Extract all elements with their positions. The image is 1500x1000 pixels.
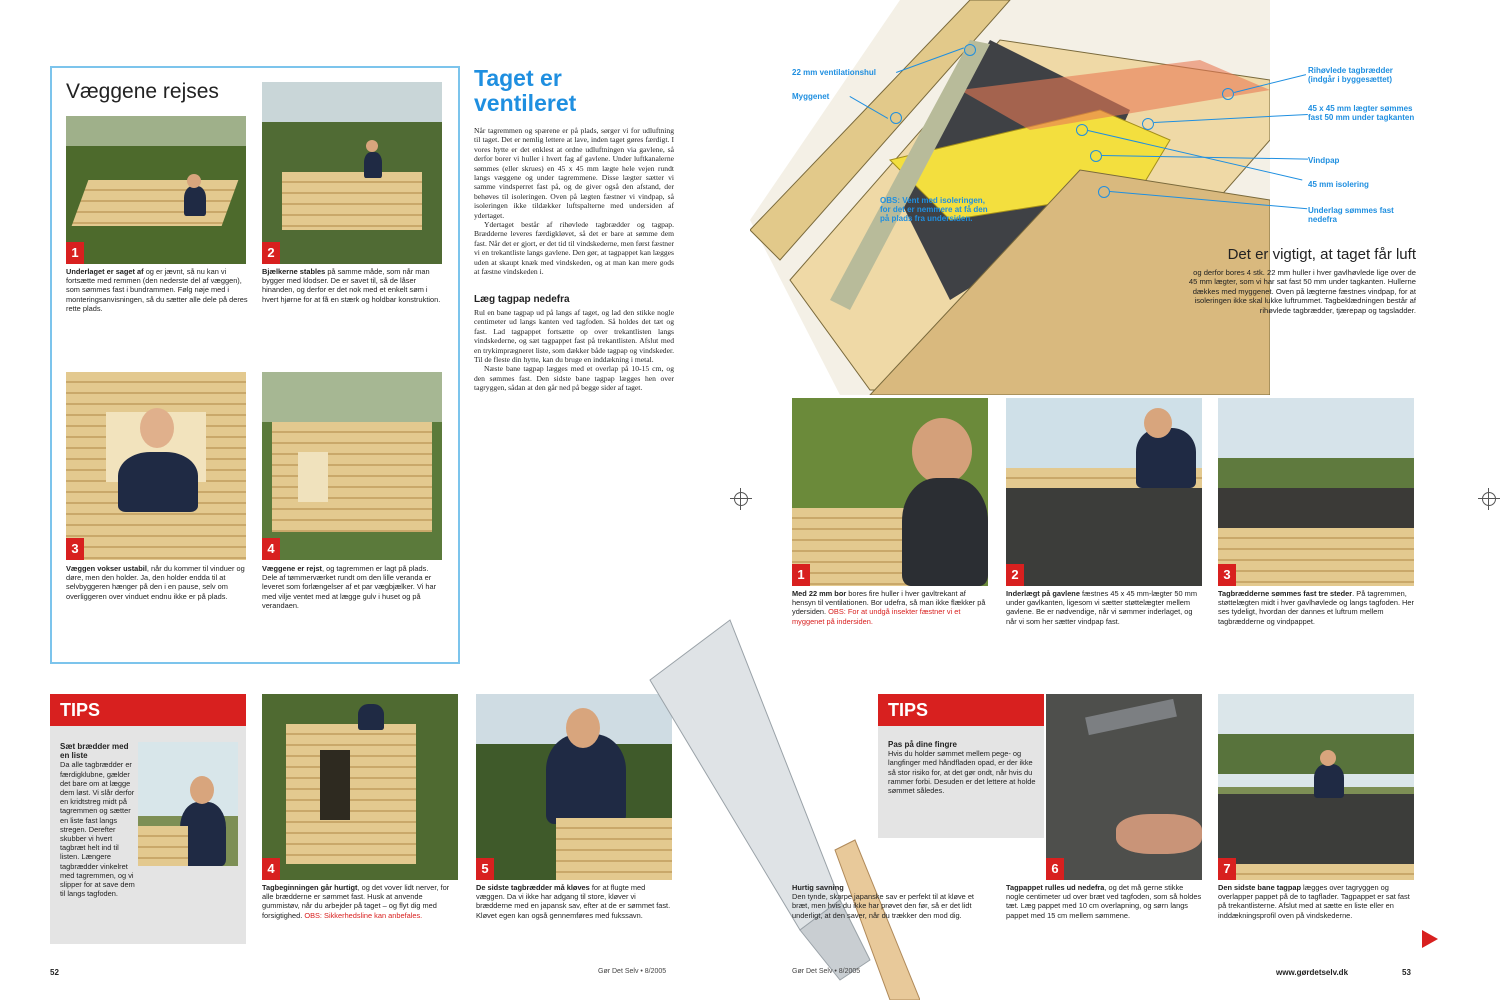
photo-stacking (262, 82, 442, 264)
callout-marker (1098, 186, 1110, 198)
step-number: 7 (1218, 858, 1236, 880)
caption-4: Væggene er rejst, og tagremmen er lagt på plads. Dele af tømmerværket rundt om den lille veranda er leveret som forlængelser af et par vægbjælker. Vi har med vilje ventet med at lægge gulv i huset og på verandaen. (262, 564, 437, 610)
article-subheading: Læg tagpap nedefra (474, 293, 570, 305)
callout-marker (964, 44, 976, 56)
step-number: 6 (1046, 858, 1064, 880)
right-caption-3: Tagbrædderne sømmes fast tre steder. På tagremmen, støttelægten midt i hver gavlhøvlede og langs tagfoden. Her ses tydeligt, hvordan der dannes et luftrum mellem tagbrædderne og vindpappet. (1218, 589, 1414, 626)
label-insulation: 45 mm isolering (1308, 180, 1369, 189)
right-page (750, 0, 1500, 1000)
step-number: 1 (792, 564, 810, 586)
right-caption-6: Tagpappet rulles ud nedefra, og det må gerne stikke nogle centimeter ud over bræt ved tagfoden, som så holdes tæt. Læg pappet med 10 cm overlapning, og sørn langs pappet med 15 cm mellem sømmene. (1006, 883, 1202, 920)
tips-text: Sæt brædder med en liste Da alle tagbrædder er færdigklubne, gælder det bare om at lægge dem løst. Vi slår derfor en kridtstreg midt på tagremmen og sætter en liste fast langs stregen. Derefter skubber vi hvert tagbræt helt ind til listen. Længere tagbrædder vinkelret med tagremmen, og vi slipper for at save dem til langs tagfoden. (60, 742, 135, 899)
label-roof-boards: Rihøvlede tagbrædder (indgår i byggesættet) (1308, 66, 1393, 84)
right-caption-7: Den sidste bane tagpap lægges over tagryggen og overlapper pappet på de to tagflader. Tagpappet er sat fast på trekantlisterne. Afslut med at sætte en liste eller en inddækningsprofil oven på vindskederne. (1218, 883, 1410, 920)
right-caption-2: Inderlægt på gavlene fæstnes 45 x 45 mm-lægter 50 mm under gavlkanten, ligesom vi sætter støttelægter mellem gavlene. Be er nødvendige, når vi sømmer inderlaget, og når vi som her sætter vindpap fast. (1006, 589, 1197, 626)
tips-header: TIPS (878, 694, 1044, 726)
photo-nailing-roofing (1046, 694, 1202, 880)
right-caption-1: Med 22 mm bor bores fire huller i hver gavltrekant af hensyn til ventilationen. Bor udefra, så man ikke flækker på ydersiden. OBS: For at undgå insekter fæstner vi et myggenet på indersiden. (792, 589, 986, 626)
page-number-left: 52 (50, 968, 59, 977)
continue-arrow-icon[interactable] (1422, 930, 1438, 948)
step-number: 4 (262, 858, 280, 880)
diagram-title: Det er vigtigt, at taget får luft (1227, 246, 1416, 263)
callout-marker (1142, 118, 1154, 130)
caption-6: De sidste tagbrædder må kløves for at flugte med væggen. Da vi ikke har adgang til store, kløver vi brædderne med en japansk sav, efter at de er sømmet fast. Kløvet egen kan også gennemføres med fukssavn. (476, 883, 671, 920)
callout-marker (890, 112, 902, 124)
photo-roof-boards-fixed (1218, 398, 1414, 586)
saw-caption: Hurtig savning Den tynde, skarpe japanske sav er perfekt til at kløve et bræt, men hvis du ikke har prøvet den før, så er det lidt underligt, at den saver, når du trækker den mod dig. (792, 883, 974, 920)
tips-photo (138, 742, 238, 866)
callout-marker (1222, 88, 1234, 100)
article-paragraph: Rul en bane tagpap ud på langs af taget, og lad den stikke nogle centimeter ud langs kanten ved tagfoden. Så holdes det tæt og fast. Lad tagpappet fortsætte op over trekantlisten langs vindskederne, og sæt tagpappet fast på trekantlisten. Afslut med en trykimprægneret liste, som dækker både tagpap og vindskeder. Til de fleste din hytte, kan du bruge en inddækning i metal. (474, 307, 674, 364)
step-number: 3 (1218, 564, 1236, 586)
photo-last-roofing (1218, 694, 1414, 880)
step-number: 3 (66, 538, 84, 560)
registration-mark (730, 488, 752, 510)
article-paragraph: Ydertaget består af rihøvlede tagbrædder og tagpap. Brædderne leveres færdigkløvet, så det er bare at sømme dem fast. Når det er gjort, er det tid til vindskederne, men først fæstner vi en trekantliste langs gavlene. Den gør, at tagpappet kan lægges uden at skaupt knæk med vindskeden, og at man kan mere gods at fæstne vindskeden i. (474, 220, 674, 277)
step-number: 2 (262, 242, 280, 264)
article-paragraph: Næste bane tagpap lægges med et overlap på 10-15 cm, og den sømmes fast. Den sidste bane tagpap lægges hen over tagryggen, sådan at den går ned på begge sider af taget. (474, 364, 674, 393)
photo-wind-paper (1006, 398, 1202, 586)
step-number: 4 (262, 538, 280, 560)
caption-3: Væggen vokser ustabil, når du kommer til vinduer og døre, men den holder. Ja, den holder endda til at selvbyggeren hænger på den i en pause, selv om overliggeren over vinduet endnu ikke er på plads. (66, 564, 245, 601)
article-title: Taget er ventileret (474, 65, 577, 116)
article-body (474, 126, 674, 393)
label-wind-paper: Vindpap (1308, 156, 1340, 165)
label-underlay: Underlag sømmes fast nedefra (1308, 206, 1394, 224)
tips-header: TIPS (50, 694, 246, 726)
caption-1: Underlaget er saget af og er jævnt, så nu kan vi fortsætte med remmen (den nederste del af væggen), som sømmes fast i bundrammen. Følg nøje med i monteringsanvisningen, så du sætter alle dele på deres rette plads. (66, 267, 248, 313)
photo-foundation (66, 116, 246, 264)
website-link[interactable]: www.gørdetselv.dk (1276, 968, 1349, 977)
article-paragraph: Når tagremmen og spærene er på plads, sørger vi for udluftning til taget. Det er nemlig lettere at lave, inden taget gøres færdigt. I vores hytte er det enklest at ordne udluftningen via gavlene, så derfor borer vi huller i hvert fag af gavlene. Under luftkanalerne sømmes (eller skrues) en 45 x 45 mm lægte hele vejen rundt langs væggene og under tagremmene. Disse lægter sætter vi samme vindsperret fast på, og de giver også den afstand, der behøves til isoleringen. Oven på lægten fæstner vi vindpap, så isoleringen ikke tildækker luftspalterne med undersiden af ydertaget. (474, 126, 674, 220)
label-ventilation-hole: 22 mm ventilationshul (792, 68, 877, 77)
photo-roof-boards (262, 694, 458, 880)
label-battens: 45 x 45 mm lægter sømmes fast 50 mm under tagkanten (1308, 104, 1415, 122)
tips-text: Pas på dine fingre Hvis du holder sømmet mellem pege- og langfinger med håndfladen opad, er der ikke så stor risiko for, at det gør ondt, når hvis du rammer forbi. Desuden er det lettere at holde sømmet således. (888, 740, 1036, 796)
photo-wall-unstable (66, 372, 246, 560)
caption-2: Bjælkerne stables på samme måde, som når man bygger med klodser. De er savet til, så de låser hinanden, og derfor er det nok med et enkelt søm i hvert hjørne for at få en stærk og holdbar konstruktion. (262, 267, 441, 304)
step-number: 1 (66, 242, 84, 264)
label-insect-net: Myggenet (792, 92, 830, 101)
obs-note: OBS: Vent med isoleringen, for det er nemmere at få den på plads fra undersiden. (880, 196, 988, 223)
page-number-right: 53 (1402, 968, 1411, 977)
magazine-footer-left: Gør Det Selv • 8/2005 (598, 968, 667, 975)
magazine-footer-right: Gør Det Selv • 8/2005 (792, 968, 861, 975)
photo-walls-up (262, 372, 442, 560)
callout-marker (1076, 124, 1088, 136)
step-number: 5 (476, 858, 494, 880)
callout-marker (1090, 150, 1102, 162)
step-number: 2 (1006, 564, 1024, 586)
photo-drilling (792, 398, 988, 586)
caption-5: Tagbeginningen går hurtigt, og det vover lidt nerver, for alle brædderne er sømmet fast. Husk at anvende gummistøv, når du arbejder på taget – og flyt dig med forsigtighed. OBS: Sikkerhedsline kan anbefales. (262, 883, 450, 920)
diagram-text: og derfor bores 4 stk. 22 mm huller i hver gavlhøvlede lige over de 45 mm lægter, som vi har sat fast 50 mm under tagkanten. Hullerne dækkes med myggenet. Oven på lægterne fæstnes vindpap, for at isoleringen ikke skal lukke luftrummet. Tagbeklædningen består af rihøvlede tagbrædder, tjærepap og tagsladder. (1188, 268, 1416, 315)
box-title: Væggene rejses (66, 80, 219, 103)
